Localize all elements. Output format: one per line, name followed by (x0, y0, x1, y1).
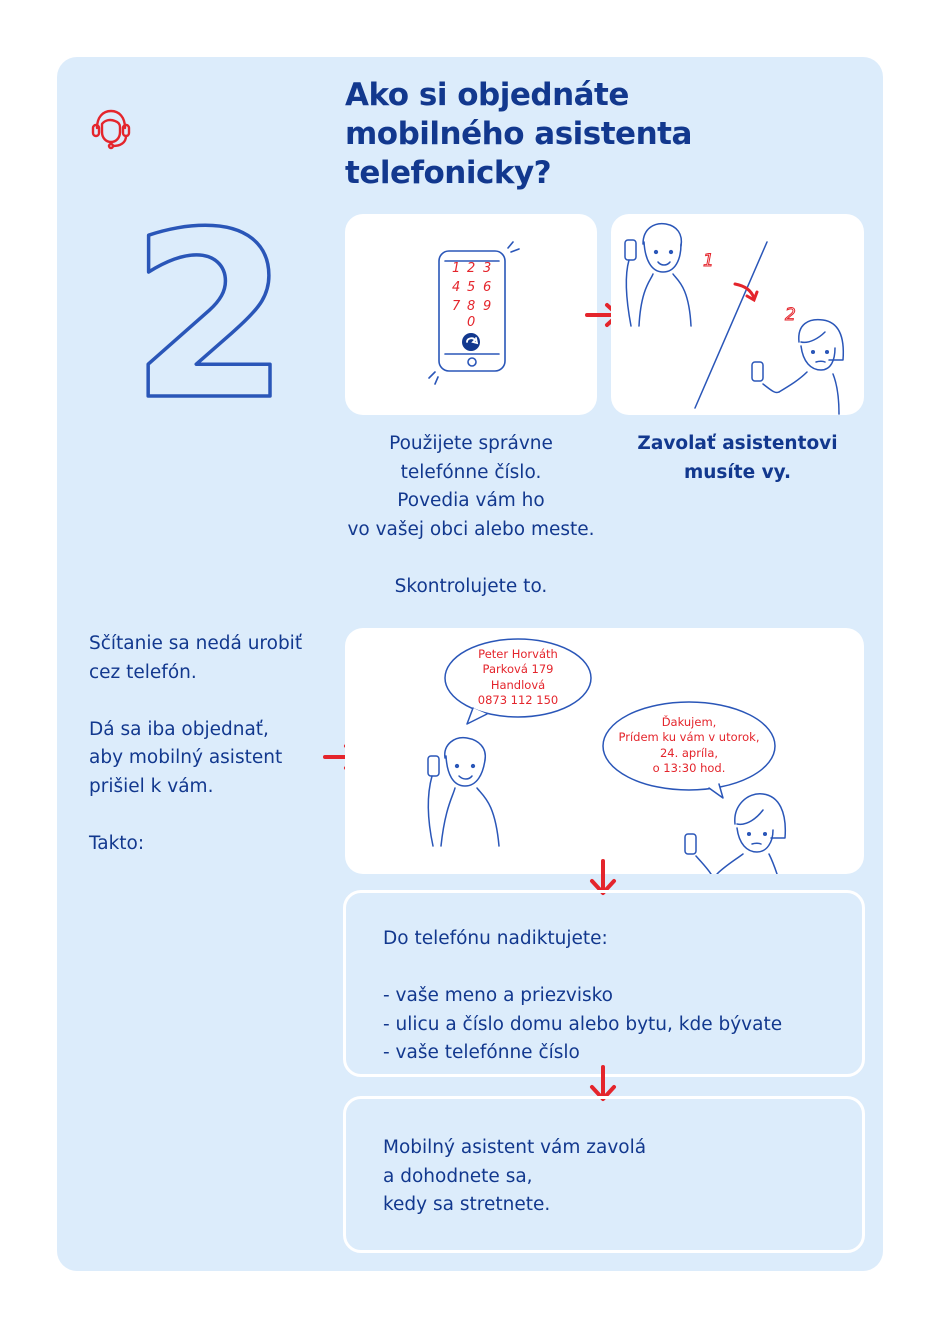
note-line: prišiel k vám. (89, 775, 214, 797)
bubble-line: Ďakujem, (661, 715, 717, 729)
callback-text (383, 1134, 853, 1220)
bubble-line: 24. apríla, (659, 745, 719, 760)
smartphone-illustration (345, 214, 597, 415)
svg-text:5: 5 (467, 280, 476, 295)
note-line (89, 687, 339, 716)
note-line (89, 802, 339, 831)
caller-and-assistant-illustration (611, 214, 864, 415)
svg-text:1: 1 (452, 261, 461, 276)
caption-line (338, 544, 604, 573)
note-line: Takto: (89, 833, 145, 855)
title-line-3: telefonicky? (345, 155, 552, 191)
caption-line: vo vašej obci alebo meste. (347, 518, 595, 540)
title-line-2: mobilného asistenta (345, 116, 692, 152)
conversation-panel (345, 628, 864, 874)
bubble-assistant-text (603, 715, 775, 777)
svg-text:4: 4 (452, 280, 461, 295)
svg-text:6: 6 (483, 280, 492, 295)
dictate-line: - vaše meno a priezvisko (383, 985, 613, 1007)
headset-icon (88, 106, 134, 152)
bubble-line: o 13:30 hod. (652, 761, 726, 776)
title-line-1: Ako si objednáte (345, 77, 629, 113)
bubble-line: Handlová (490, 677, 546, 692)
dictate-line: - vaše telefónne číslo (383, 1042, 580, 1064)
svg-text:8: 8 (467, 299, 476, 314)
svg-text:2: 2 (785, 305, 796, 325)
note-line: cez telefón. (89, 661, 197, 683)
bubble-line: Peter Horváth (478, 647, 558, 661)
note-line: aby mobilný asistent (89, 747, 283, 769)
caption-line: telefónne číslo. (400, 461, 542, 483)
dictate-line: - ulicu a číslo domu alebo bytu, kde bývate (383, 1013, 783, 1035)
dictate-info-box (343, 890, 865, 1077)
callback-line: kedy sa stretnete. (383, 1194, 551, 1216)
svg-text:9: 9 (483, 299, 492, 314)
callback-line: Mobilný asistent vám zavolá (383, 1137, 647, 1158)
svg-text:3: 3 (483, 261, 492, 276)
page-title (345, 76, 825, 193)
svg-text:7: 7 (452, 299, 461, 314)
svg-text:2: 2 (467, 261, 476, 276)
caption-line: Použijete správne (389, 433, 553, 454)
call-order-panel (611, 214, 864, 415)
caption-line: Zavolať asistentovi (637, 433, 838, 454)
caption-correct-number (338, 430, 604, 602)
note-line: Sčítanie sa nedá urobiť (89, 633, 303, 654)
census-note (89, 630, 339, 859)
dictate-line (383, 954, 853, 983)
svg-text:0: 0 (467, 315, 476, 330)
callback-line: a dohodnete sa, (383, 1165, 533, 1187)
caption-line: Povedia vám ho (397, 490, 545, 512)
note-line: Dá sa iba objednať, (89, 718, 269, 740)
step-number (120, 212, 300, 412)
caption-you-must-call (611, 430, 864, 487)
callback-info-box (343, 1096, 865, 1253)
caption-line: musíte vy. (683, 461, 792, 483)
bubble-line: 0873 112 150 (477, 693, 559, 708)
dictate-list (383, 925, 853, 1068)
caption-line: Skontrolujete to. (394, 575, 548, 597)
bubble-line: Prídem ku vám v utorok, (618, 730, 760, 745)
bubble-caller-text (448, 647, 588, 709)
bubble-line: Parková 179 (482, 662, 554, 677)
svg-text:2: 2 (129, 212, 291, 412)
svg-text:1: 1 (703, 251, 714, 271)
dictate-line: Do telefónu nadiktujete: (383, 928, 608, 949)
phone-panel (345, 214, 597, 415)
